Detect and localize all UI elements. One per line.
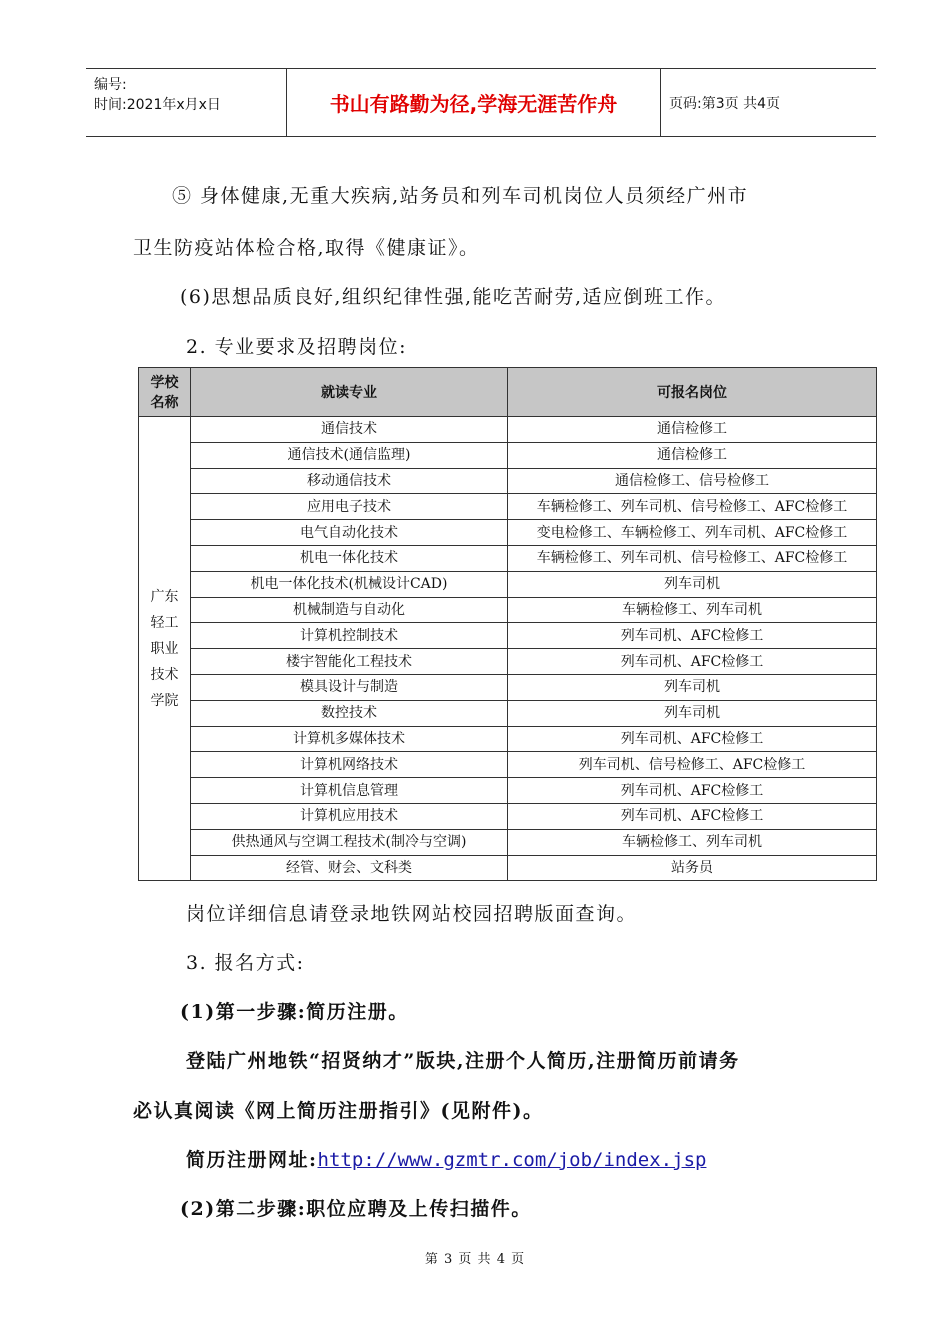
major-cell: 移动通信技术: [191, 468, 508, 494]
table-row: [139, 468, 877, 494]
major-cell: 经管、财会、文科类: [191, 855, 508, 881]
positions-cell: 列车司机、AFC检修工: [508, 726, 877, 752]
major-cell: 模具设计与制造: [191, 674, 508, 700]
section-2-heading: 2. 专业要求及招聘岗位:: [186, 336, 408, 358]
table-body: [139, 417, 877, 881]
major-cell: 计算机应用技术: [191, 803, 508, 829]
positions-cell: 列车司机、信号检修工、AFC检修工: [508, 752, 877, 778]
major-cell: 应用电子技术: [191, 494, 508, 520]
positions-cell: 车辆检修工、列车司机: [508, 597, 877, 623]
positions-cell: 列车司机: [508, 700, 877, 726]
health-line-1: ⑤ 身体健康,无重大疾病,站务员和列车司机岗位人员须经广州市: [172, 185, 749, 207]
section-3-heading: 3. 报名方式:: [186, 952, 305, 974]
major-cell: 供热通风与空调工程技术(制冷与空调): [191, 829, 508, 855]
major-cell: 电气自动化技术: [191, 520, 508, 546]
register-line-1: 登陆广州地铁“招贤纳才”版块,注册个人简历,注册简历前请务: [186, 1050, 740, 1072]
table-row: [139, 571, 877, 597]
resume-url-link[interactable]: http://www.gzmtr.com/job/index.jsp: [317, 1149, 707, 1171]
page-footer: 第 3 页 共 4 页: [424, 1252, 526, 1267]
header-meta: [86, 69, 286, 136]
url-line: [186, 1145, 706, 1172]
positions-cell: 列车司机: [508, 674, 877, 700]
header-number: 编号:: [94, 77, 127, 93]
major-cell: 计算机网络技术: [191, 752, 508, 778]
header-time: 时间:2021年x月x日: [94, 97, 221, 113]
table-row: [139, 597, 877, 623]
table-row: [139, 752, 877, 778]
positions-cell: 列车司机、AFC检修工: [508, 623, 877, 649]
table-row: [139, 494, 877, 520]
major-cell: 机电一体化技术(机械设计CAD): [191, 571, 508, 597]
table-row: [139, 778, 877, 804]
table-row: [139, 674, 877, 700]
positions-cell: 通信检修工: [508, 442, 877, 468]
positions-cell: 列车司机、AFC检修工: [508, 778, 877, 804]
step-2-heading: (2)第二步骤:职位应聘及上传扫描件。: [180, 1198, 532, 1220]
quality-paragraph: (6)思想品质良好,组织纪律性强,能吃苦耐劳,适应倒班工作。: [180, 286, 727, 308]
major-cell: 通信技术(通信监理): [191, 442, 508, 468]
major-cell: 数控技术: [191, 700, 508, 726]
table-row: [139, 417, 877, 443]
positions-cell: 列车司机、AFC检修工: [508, 803, 877, 829]
positions-cell: 车辆检修工、列车司机、信号检修工、AFC检修工: [508, 494, 877, 520]
table-header-row: [139, 368, 877, 417]
positions-cell: 通信检修工: [508, 417, 877, 443]
table-row: [139, 442, 877, 468]
table-row: [139, 623, 877, 649]
major-cell: 计算机控制技术: [191, 623, 508, 649]
positions-cell: 通信检修工、信号检修工: [508, 468, 877, 494]
major-cell: 计算机信息管理: [191, 778, 508, 804]
header-school: 学校 名称: [139, 368, 191, 417]
details-paragraph: 岗位详细信息请登录地铁网站校园招聘版面查询。: [186, 903, 638, 925]
health-line-2: 卫生防疫站体检合格,取得《健康证》。: [133, 237, 480, 259]
header-motto: 书山有路勤为径,学海无涯苦作舟: [286, 69, 661, 136]
positions-cell: 车辆检修工、列车司机: [508, 829, 877, 855]
url-label: 简历注册网址:: [186, 1149, 318, 1171]
header-page: 页码:第3页 共4页: [669, 95, 780, 112]
positions-cell: 站务员: [508, 855, 877, 881]
table-row: [139, 726, 877, 752]
major-cell: 机械制造与自动化: [191, 597, 508, 623]
major-cell: 机电一体化技术: [191, 545, 508, 571]
positions-cell: 变电检修工、车辆检修工、列车司机、AFC检修工: [508, 520, 877, 546]
table-row: [139, 520, 877, 546]
school-name-cell: 广东 轻工 职业 技术 学院: [139, 417, 191, 881]
major-cell: 通信技术: [191, 417, 508, 443]
table-row: [139, 855, 877, 881]
table-row: [139, 700, 877, 726]
table-row: [139, 545, 877, 571]
positions-cell: 车辆检修工、列车司机、信号检修工、AFC检修工: [508, 545, 877, 571]
major-cell: 计算机多媒体技术: [191, 726, 508, 752]
header-major: 就读专业: [191, 368, 508, 417]
positions-cell: 列车司机: [508, 571, 877, 597]
major-cell: 楼宇智能化工程技术: [191, 649, 508, 675]
register-line-2: 必认真阅读《网上简历注册指引》(见附件)。: [133, 1100, 544, 1122]
positions-cell: 列车司机、AFC检修工: [508, 649, 877, 675]
recruitment-table: [138, 367, 877, 881]
header-positions: 可报名岗位: [508, 368, 877, 417]
step-1-heading: (1)第一步骤:简历注册。: [180, 1001, 409, 1023]
table-row: [139, 803, 877, 829]
table-row: [139, 649, 877, 675]
table-row: [139, 829, 877, 855]
page-header: [86, 68, 876, 137]
